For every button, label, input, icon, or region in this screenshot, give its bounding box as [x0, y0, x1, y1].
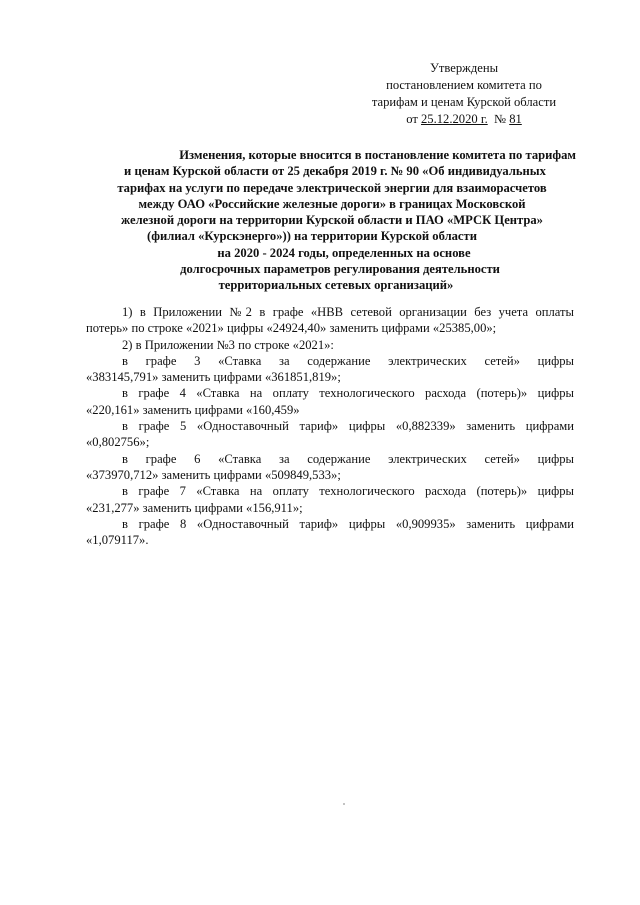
column-6-line-2: «373970,712» заменить цифрами «509849,533»; — [86, 467, 341, 482]
title-line: железной дороги на территории Курской области и ПАО «МРСК Центра» — [121, 213, 543, 228]
column-4-line-1: в графе 4 «Ставка на оплату технологического расхода (потерь)» цифры — [122, 386, 574, 401]
title-line: (филиал «Курскэнерго»)) на территории Курской области — [147, 229, 477, 244]
title-line: и ценам Курской области от 25 декабря 2019 г. № 90 «Об индивидуальных — [124, 164, 546, 179]
approval-number-prefix: № — [494, 112, 510, 126]
column-4-line-2: «220,161» заменить цифрами «160,459» — [86, 402, 300, 417]
approval-line-3: тарифам и ценам Курской области — [371, 95, 557, 109]
approval-block — [354, 60, 574, 128]
column-7-line-2: «231,277» заменить цифрами «156,911»; — [86, 500, 303, 515]
title-line: между ОАО «Российские железные дороги» в границах Московской — [138, 196, 526, 211]
title-line: на 2020 - 2024 годы, определенных на основе — [217, 245, 471, 260]
column-8-line-2: «1,079117». — [86, 533, 149, 548]
column-3-line-2: «383145,791» заменить цифрами «361851,819»; — [86, 370, 341, 385]
column-5-line-1: в графе 5 «Одноставочный тариф» цифры «0,882339» заменить цифрами — [122, 419, 574, 434]
approval-number: 81 — [509, 112, 522, 126]
approval-date-prefix: от — [406, 112, 421, 126]
document-body — [86, 304, 574, 548]
approval-line-1: Утверждены — [429, 61, 499, 75]
approval-line-2: постановлением комитета по — [386, 78, 542, 92]
document-title — [88, 147, 576, 294]
column-7-line-1: в графе 7 «Ставка на оплату технологического расхода (потерь)» цифры — [122, 484, 574, 499]
title-line: долгосрочных параметров регулирования деятельности — [180, 262, 500, 277]
item-2-intro: 2) в Приложении №3 по строке «2021»: — [122, 337, 334, 352]
item-1-line-1: 1) в Приложении №2 в графе «НВВ сетевой организации без учета оплаты — [122, 305, 574, 319]
column-6-line-1: в графе 6 «Ставка за содержание электрических сетей» цифры — [122, 451, 574, 466]
column-3-line-1: в графе 3 «Ставка за содержание электрических сетей» цифры — [122, 353, 574, 368]
scan-speck — [343, 803, 345, 805]
column-5-line-2: «0,802756»; — [86, 435, 150, 450]
item-1-line-2: потерь» по строке «2021» цифры «24924,40» заменить цифрами «25385,00»; — [86, 321, 497, 336]
title-line: территориальных сетевых организаций» — [218, 278, 454, 293]
approval-date-line — [354, 111, 574, 128]
column-8-line-1: в графе 8 «Одноставочный тариф» цифры «0,909935» заменить цифрами — [122, 516, 574, 531]
title-line: Изменения, которые вносится в постановление комитета по тарифам — [179, 148, 576, 162]
title-line: тарифах на услуги по передаче электрической энергии для взаиморасчетов — [117, 180, 547, 195]
approval-date: 25.12.2020 г. — [421, 112, 488, 126]
